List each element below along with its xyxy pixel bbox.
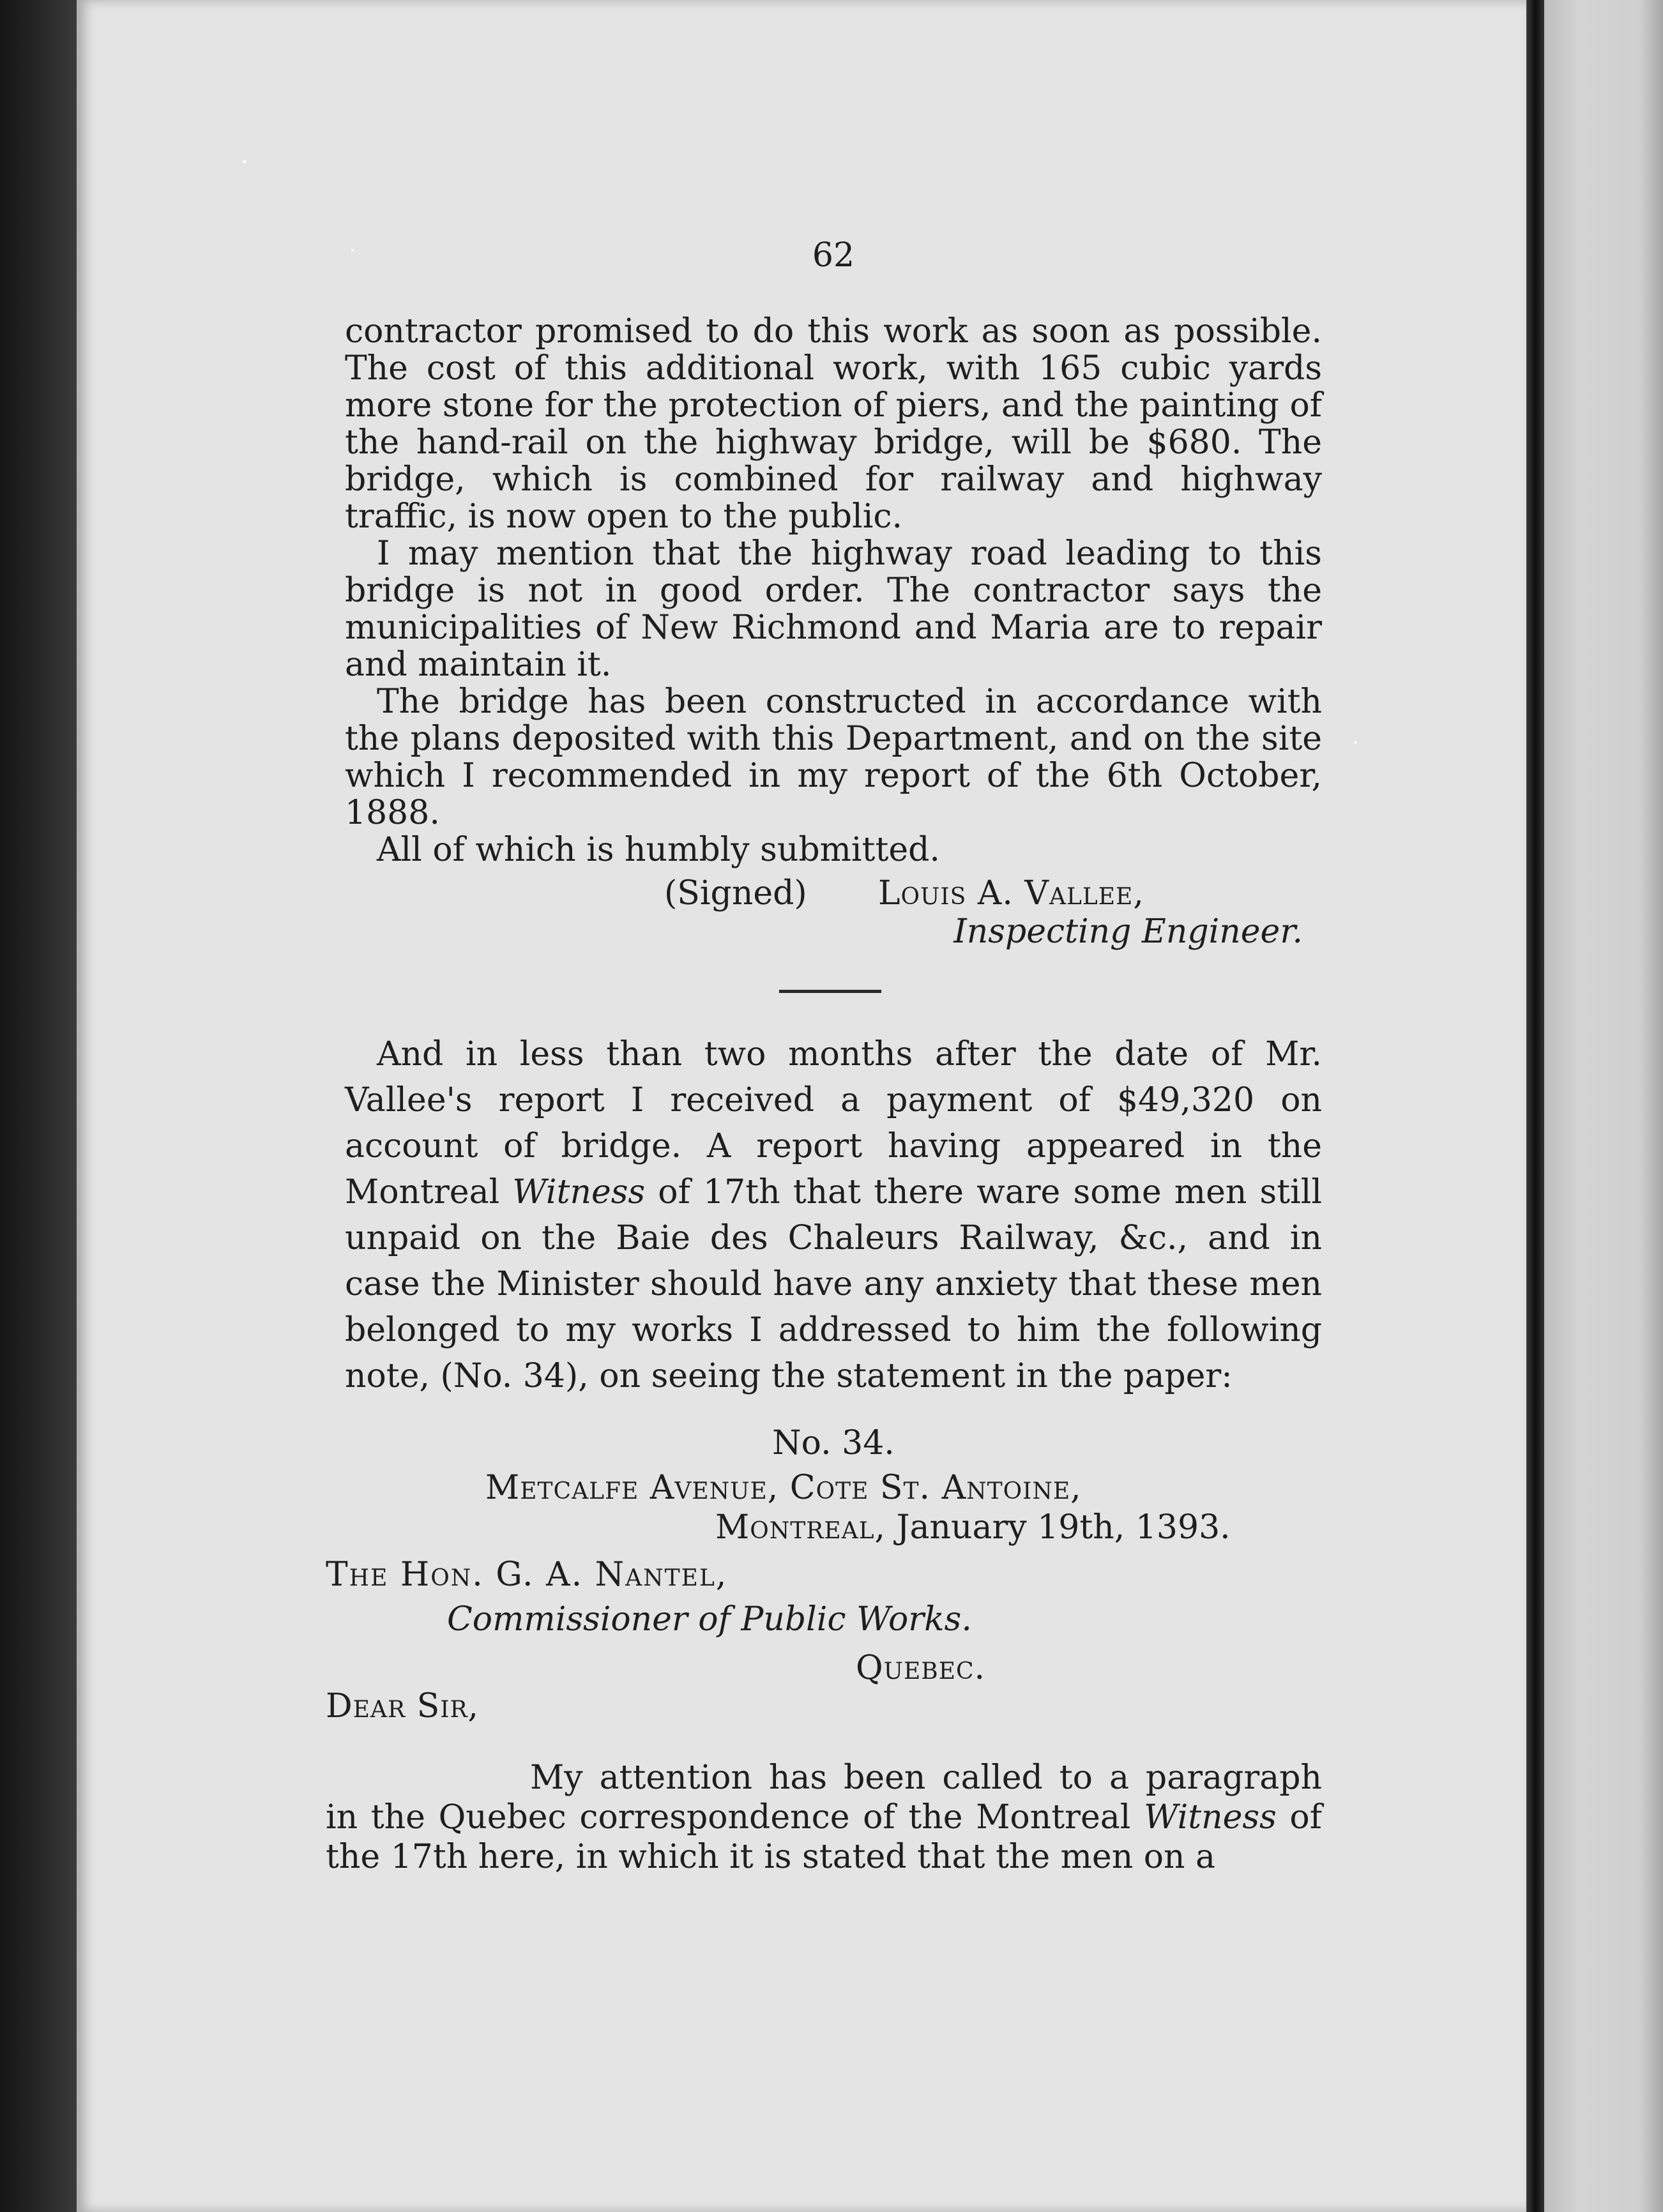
- recipient-city: Quebec.: [856, 1649, 986, 1687]
- letter-address: Metcalfe Avenue, Cote St. Antoine,: [485, 1469, 1082, 1507]
- paragraph-construction: The bridge has been constructed in accordance with the plans deposited with this Department, and on the site which I recommended in my report of the 6th October, 1888.: [345, 683, 1322, 832]
- letter-body: My attention has been called to a paragraph in the Quebec correspondence of the Montreal Witness of the 17th here, in which it is stated that the men on a: [326, 1759, 1322, 1876]
- signature-row: [345, 875, 1322, 913]
- scan-left-margin: [0, 0, 77, 2212]
- letter-recipient: The Hon. G. A. Nantel,: [326, 1556, 728, 1594]
- signer-title: Inspecting Engineer.: [953, 913, 1303, 951]
- narrative-paragraph: And in less than two months after the date of Mr. Vallee's report I received a payment of $49,320 on account of bridge. A report having appeared in the Montreal Witness of 17th that there ware some men still unpaid on the Baie des Chaleurs Railway, &c., and in case the Minister should have any anxiety that these men belonged to my works I addressed to him the following note, (No. 34), on seeing the statement in the paper:: [345, 1035, 1322, 1395]
- letter-place-date: Montreal, January 19th, 1393.: [715, 1508, 1231, 1547]
- facing-page-edge: [1544, 0, 1663, 2212]
- signer-name: Louis A. Vallee,: [878, 874, 1144, 913]
- signed-label: (Signed): [664, 874, 807, 913]
- newspaper-name: Witness: [512, 1173, 646, 1211]
- newspaper-name-letter: Witness: [1144, 1798, 1277, 1837]
- letter-number: No. 34.: [772, 1424, 895, 1462]
- section-divider: [779, 990, 881, 993]
- paragraph-submitted: All of which is humbly submitted.: [377, 831, 940, 869]
- book-gutter: [1526, 0, 1544, 2212]
- paragraph-road: I may mention that the highway road leading to this bridge is not in good order. The contractor says the municipalities of New Richmond and Maria are to repair and maintain it.: [345, 534, 1322, 684]
- continuation-paragraph: contractor promised to do this work as soon as possible. The cost of this additional work, with 165 cubic yards more stone for the protection of piers, and the painting of the hand-rail on the highway bridge, will be $680. The bridge, which is combined for railway and highway traffic, is now open to the public.: [345, 312, 1322, 536]
- recipient-title: Commissioner of Public Works.: [447, 1600, 972, 1639]
- letter-salutation: Dear Sir,: [326, 1687, 480, 1725]
- page-number: 62: [812, 236, 855, 275]
- page-body: [326, 312, 1322, 1910]
